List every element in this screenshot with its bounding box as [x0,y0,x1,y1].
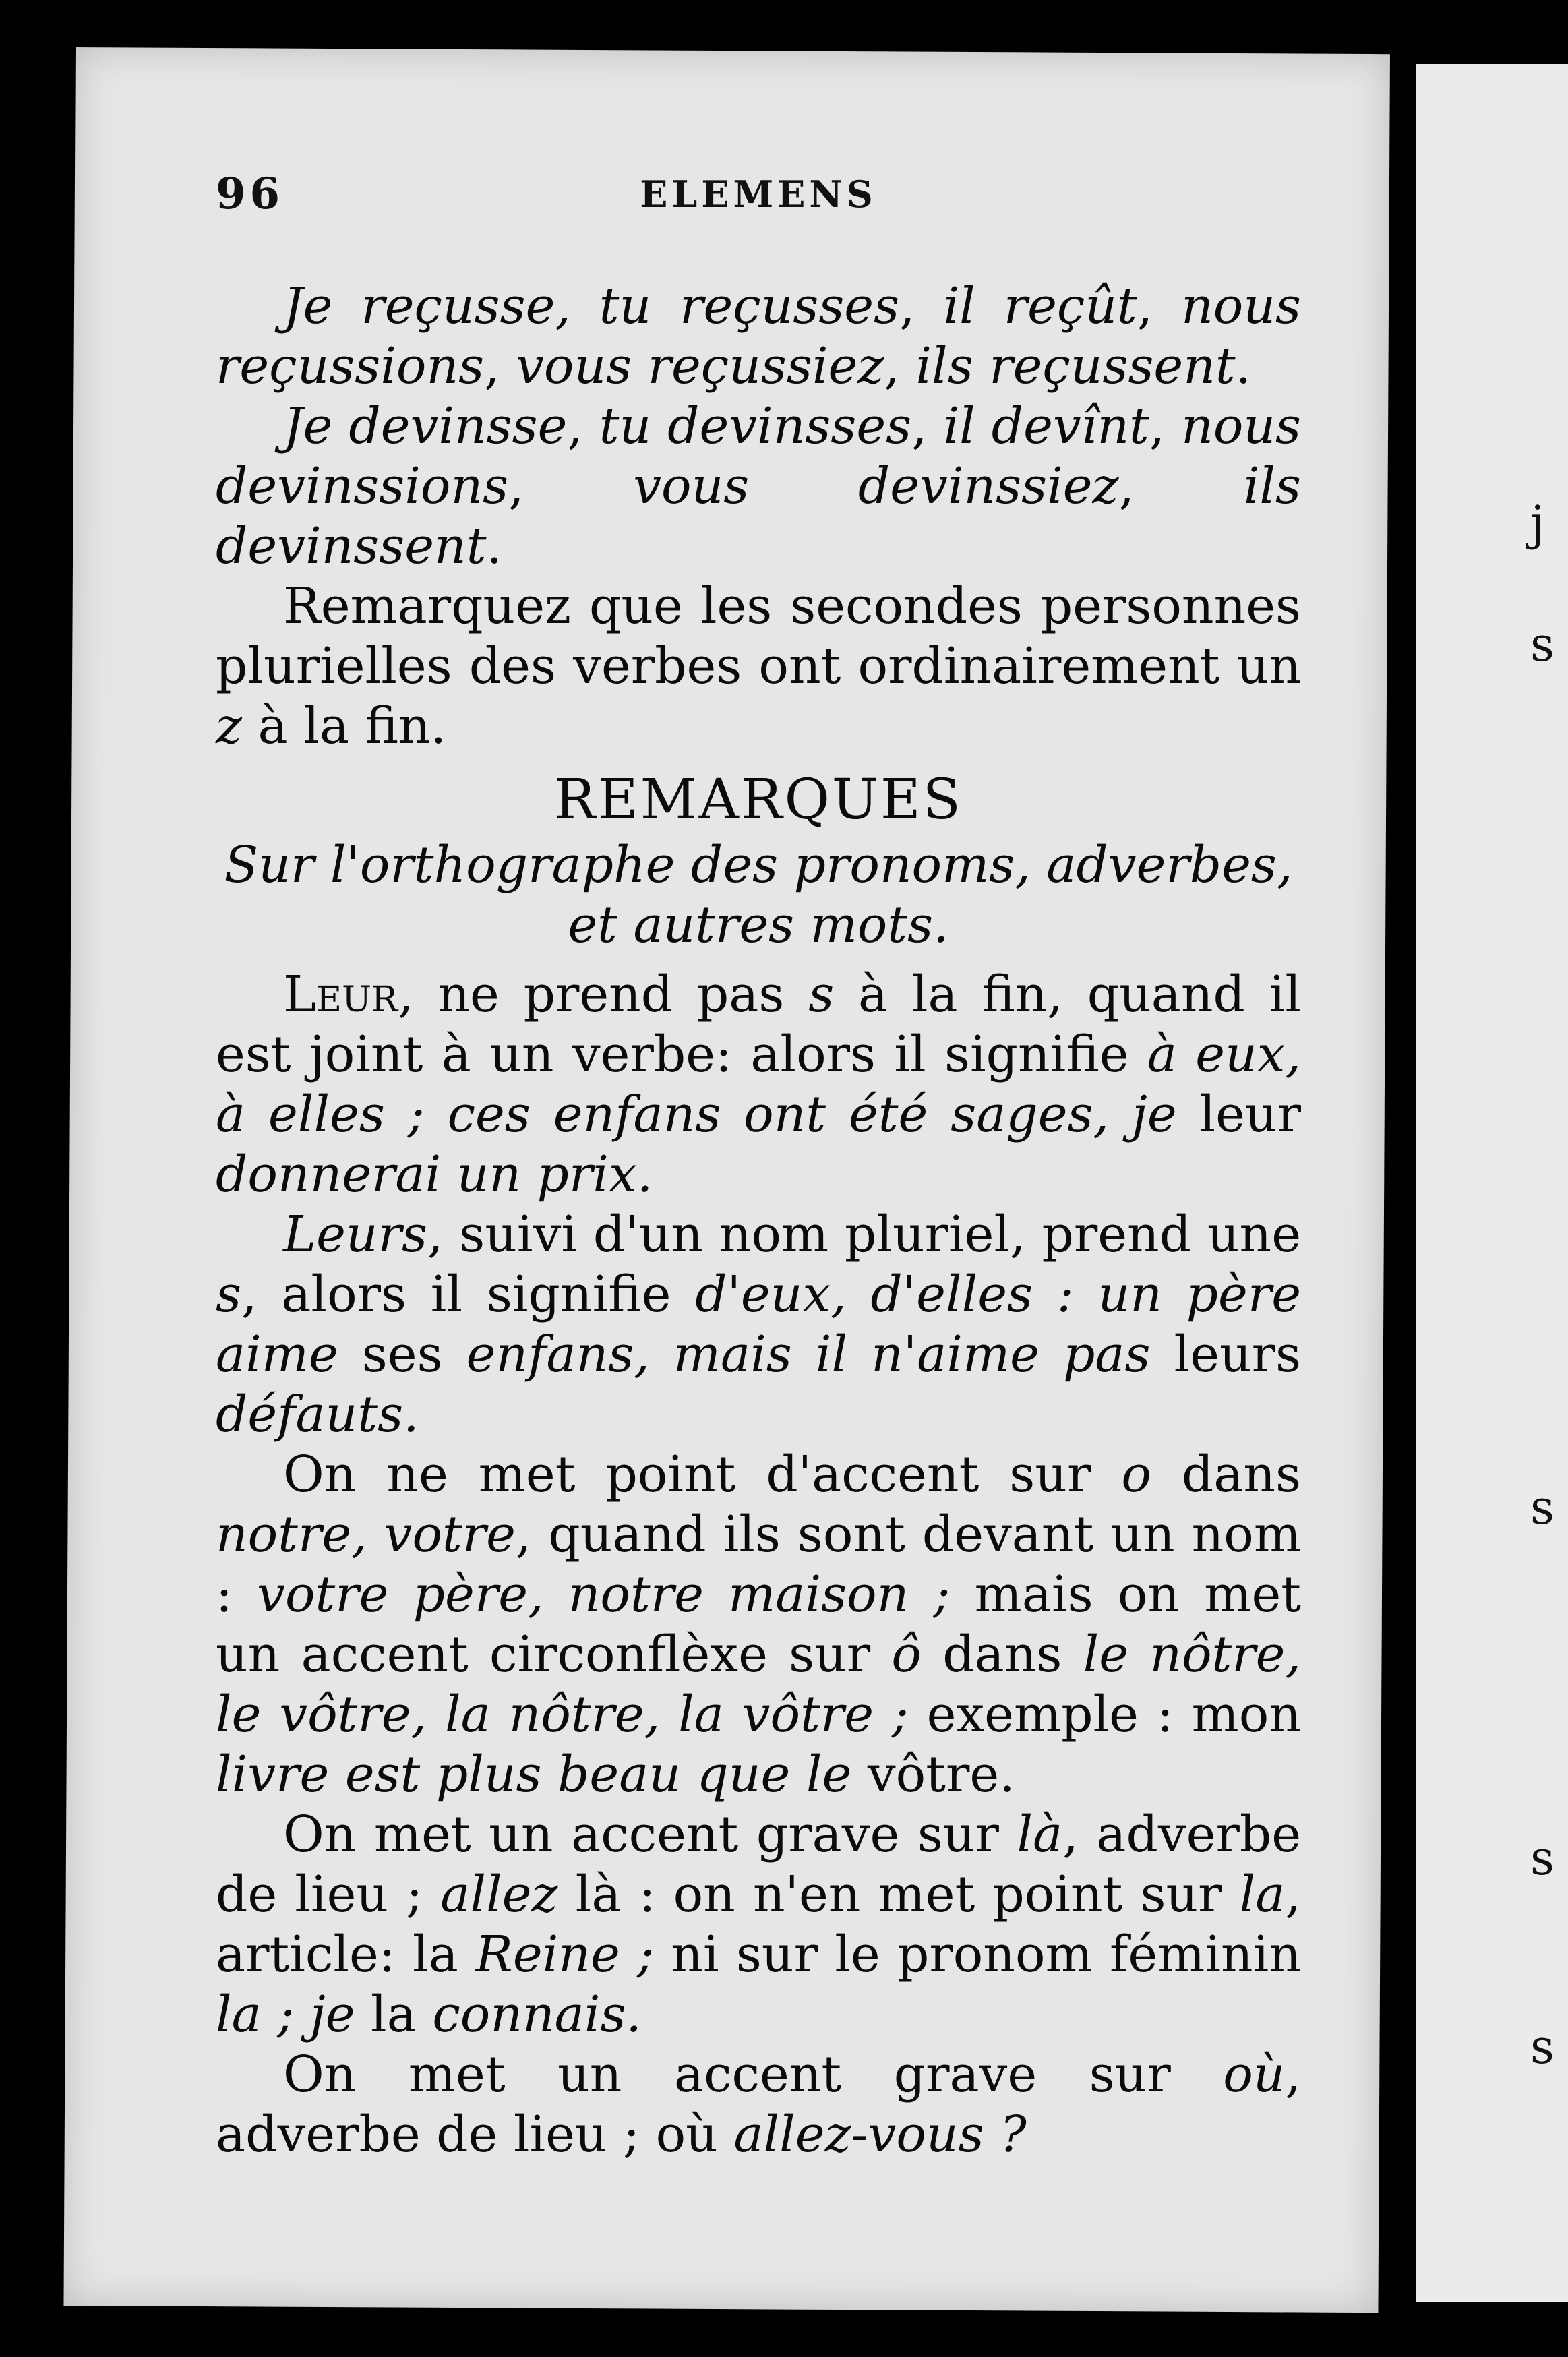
page-header [216,169,1301,222]
running-title: ELEMENS [640,173,877,216]
paragraph-recevoir: Je reçusse, tu reçusses, il reçût, nous reçussions, vous reçussiez, ils reçussent. [216,277,1301,395]
section-subheading: Sur l'orthographe des pronoms, adverbes, et autres mots. [224,836,1293,954]
paragraph-remarque: Remarquez que les secondes personnes plurielles des verbes ont ordinairement un z à la fin. [216,577,1301,755]
paragraph-la: On met un accent grave sur là, adverbe de lieu ; allez là : on n'en met point sur la, article: la Reine ; ni sur le pronom féminin la ; je la connais. [216,1806,1301,2043]
facing-page-edge [1416,64,1568,2302]
paragraph-leurs: Leurs, suivi d'un nom pluriel, prend une s, alors il signifie d'eux, d'elles : un père aime ses enfans, mais il n'aime pas leurs défauts. [216,1205,1301,1443]
page-number: 96 [216,169,284,219]
facing-page-fragment: s [1530,1830,1555,1886]
facing-page-fragment: s [1530,2019,1555,2075]
facing-page-fragment: s [1530,1480,1555,1535]
paragraph-notre-votre: On ne met point d'accent sur o dans notre, votre, quand ils sont devant un nom : votre père, notre maison ; mais on met un accent circonflèxe sur ô dans le nôtre, le vôtre, la nôtre, la vôtre ; exemple : mon livre est plus beau que le vôtre. [216,1445,1302,1803]
paragraph-leur: Leur, ne prend pas s à la fin, quand il est joint à un verbe: alors il signifie à eux, à elles ; ces enfans ont été sages, je leur donnerai un prix. [216,965,1302,1203]
facing-page-fragment: s [1530,617,1555,672]
paragraph-ou: On met un accent grave sur où, adverbe de lieu ; où allez-vous ? [216,2046,1301,2164]
facing-page-fragment: j [1530,496,1545,551]
paragraph-devenir: Je devinsse, tu devinsses, il devînt, nous devinssions, vous devinssiez, ils devinssent. [216,397,1302,575]
body-text [216,276,1301,2165]
section-heading: REMARQUES [554,768,963,832]
